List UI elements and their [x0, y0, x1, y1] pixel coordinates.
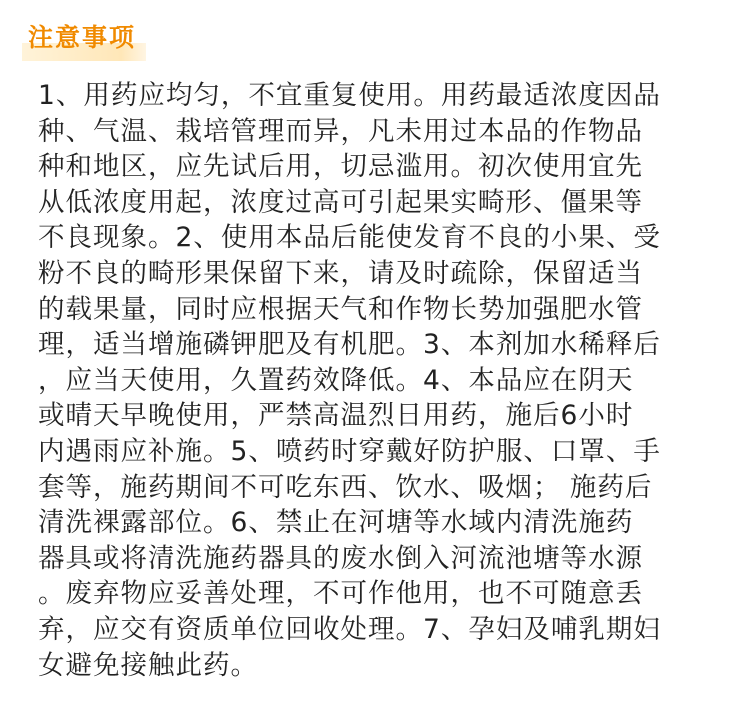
text-line: 或晴天早晚使用，严禁高温烈日用药，施后6小时	[38, 400, 634, 432]
text-line: 粉不良的畸形果保留下来，请及时疏除，保留适当	[38, 257, 643, 289]
text-line: ，应当天使用，久置药效降低。4、本品应在阴天	[38, 364, 634, 396]
text-line: 女避免接触此药。	[38, 649, 258, 681]
section-header	[28, 10, 142, 66]
text-line: 套等，施药期间不可吃东西、饮水、吸烟； 施药后	[38, 471, 653, 503]
text-line: 从低浓度用起，浓度过高可引起果实畸形、僵果等	[38, 186, 643, 218]
text-line: 不良现象。2、使用本品后能使发育不良的小果、受	[38, 222, 661, 254]
text-line: 理，适当增施磷钾肥及有机肥。3、本剂加水稀释后	[38, 329, 661, 361]
text-line: 的载果量，同时应根据天气和作物长势加强肥水管	[38, 293, 643, 325]
text-line: 弃，应交有资质单位回收处理。7、孕妇及哺乳期妇	[38, 613, 661, 645]
text-line: 器具或将清洗施药器具的废水倒入河流池塘等水源	[38, 542, 643, 574]
text-line: 种、气温、栽培管理而异，凡未用过本品的作物品	[38, 115, 643, 147]
precautions-paragraph	[38, 78, 712, 683]
text-line: 种和地区，应先试后用，切忌滥用。初次使用宜先	[38, 151, 643, 183]
text-line: 清洗裸露部位。6、禁止在河塘等水域内清洗施药	[38, 507, 634, 539]
text-line: 。废弃物应妥善处理，不可作他用，也不可随意丢	[38, 578, 643, 610]
text-line: 1、用药应均匀，不宜重复使用。用药最适浓度因品	[38, 80, 661, 111]
section-title: 注意事项	[28, 23, 137, 52]
text-line: 内遇雨应补施。5、喷药时穿戴好防护服、口罩、手	[38, 435, 661, 467]
